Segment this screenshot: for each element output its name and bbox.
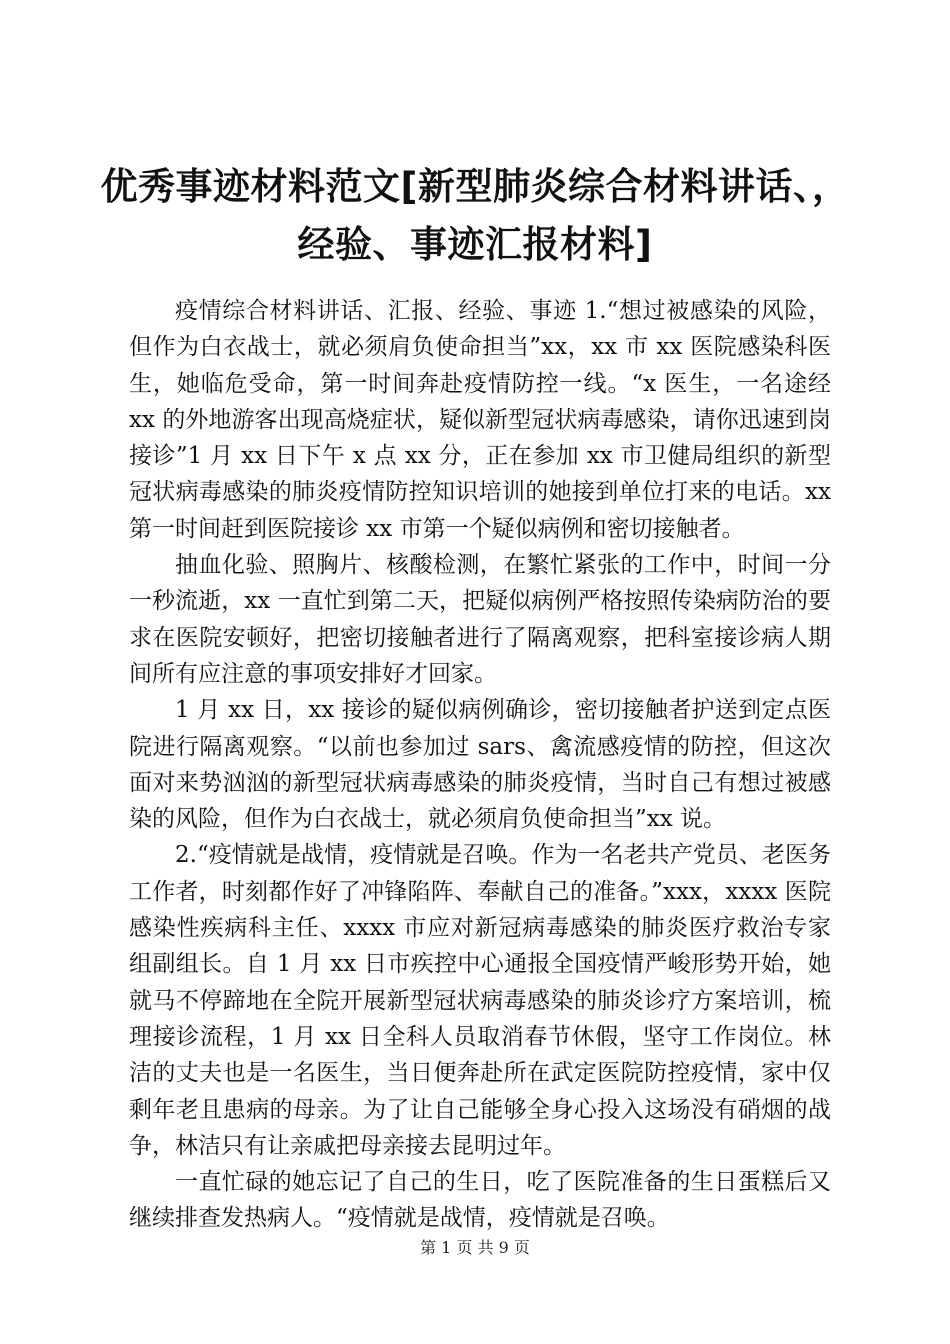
paragraph-1: 疫情综合材料讲话、汇报、经验、事迹 1.“想过被感染的风险，但作为白衣战士，就必须肩负使命担当”xx，xx 市 xx 医院感染科医生，她临危受命，第一时间奔赴疫情防控一线。“x 医生，一名途经 xx 的外地游客出现高烧症状，疑似新型冠状病毒感染，请你迅速到岗接诊”1 月 xx 日下午 x 点 xx 分，正在参加 xx 市卫健局组织的新型冠状病毒感染的肺炎疫情防控知识培训的她接到单位打来的电话。xx 第一时间赶到医院接诊 xx 市第一个疑似病例和密切接触者。 [129, 298, 831, 542]
document-title [100, 158, 850, 274]
paragraph-5: 一直忙碌的她忘记了自己的生日，吃了医院准备的生日蛋糕后又继续排查发热病人。“疫情就是战情，疫情就是召唤。 [129, 1169, 831, 1232]
document-body [129, 293, 831, 1237]
paragraph-3: 1 月 xx 日，xx 接诊的疑似病例确诊，密切接触者护送到定点医院进行隔离观察。“以前也参加过 sars、禽流感疫情的防控，但这次面对来势汹汹的新型冠状病毒感染的肺炎疫情，当时自己有想过被感染的风险，但作为白衣战士，就必须肩负使命担当”xx 说。 [129, 697, 831, 833]
paragraph-4: 2.“疫情就是战情，疫情就是召唤。作为一名老共产党员、老医务工作者，时刻都作好了冲锋陷阵、奉献自己的准备。”xxx，xxxx 医院感染性疾病科主任、xxxx 市应对新冠病毒感染的肺炎医疗救治专家组副组长。自 1 月 xx 日市疾控中心通报全国疫情严峻形势开始，她就马不停蹄地在全院开展新型冠状病毒感染的肺炎诊疗方案培训，梳理接诊流程，1 月 xx 日全科人员取消春节休假，坚守工作岗位。林洁的丈夫也是一名医生，当日便奔赴所在武定医院防控疫情，家中仅剩年老且患病的母亲。为了让自己能够全身心投入这场没有硝烟的战争，林洁只有让亲戚把母亲接去昆明过年。 [129, 842, 831, 1159]
page-footer: 第 1 页 共 9 页 [420, 1238, 530, 1257]
paragraph-2: 抽血化验、照胸片、核酸检测，在繁忙紧张的工作中，时间一分一秒流逝，xx 一直忙到第二天，把疑似病例严格按照传染病防治的要求在医院安顿好，把密切接触者进行了隔离观察，把科室接诊病人期间所有应注意的事项安排好才回家。 [129, 552, 831, 687]
title-line-2: 经验、事迹汇报材料] [297, 223, 653, 266]
title-line-1: 优秀事迹材料范文[新型肺炎综合材料讲话、， [100, 165, 850, 208]
